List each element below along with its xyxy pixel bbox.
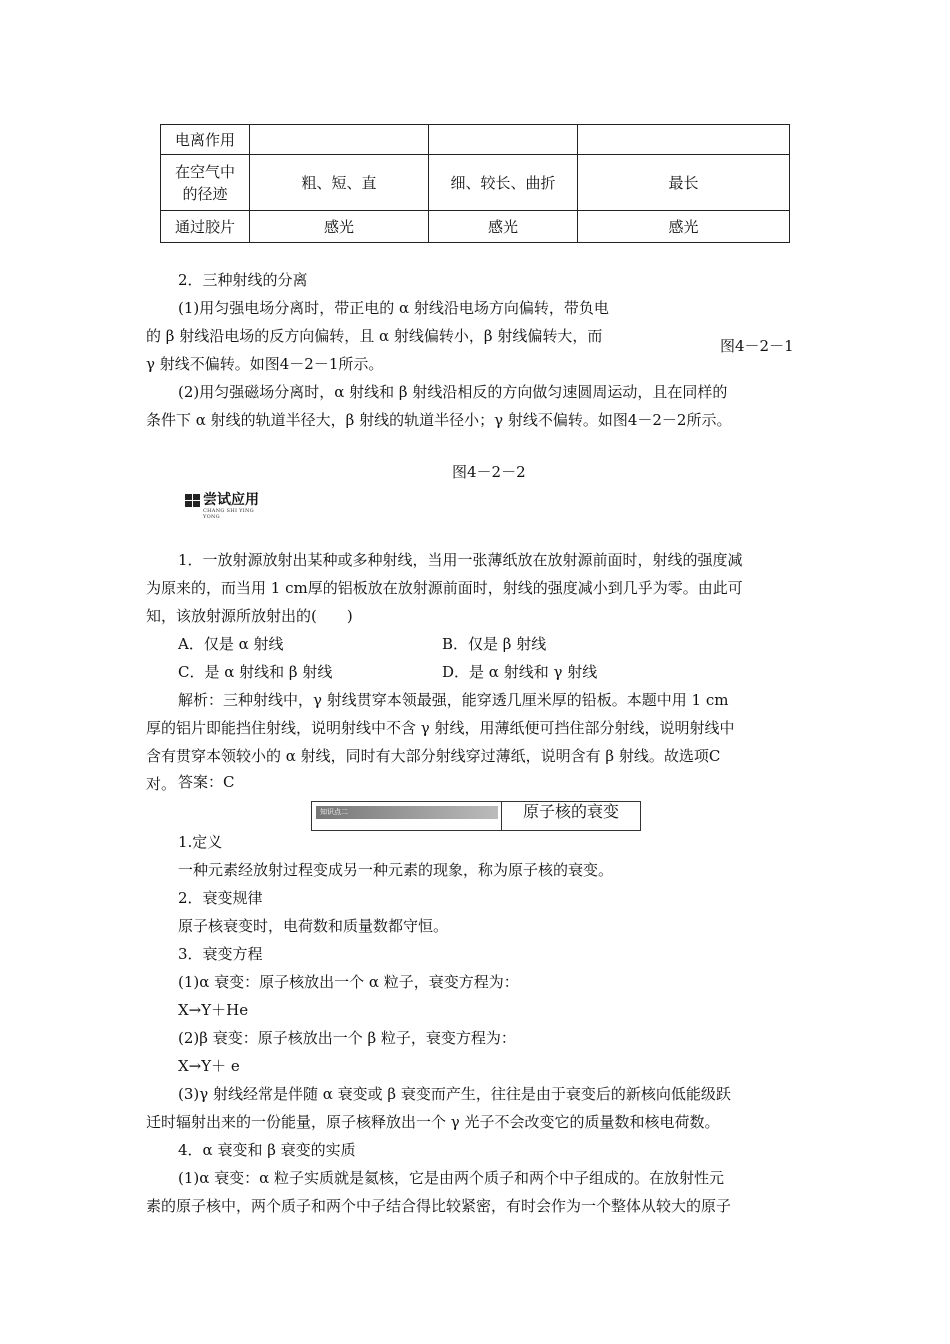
row-header: 通过胶片 [161, 211, 250, 243]
paragraph-line: (2)用匀强磁场分离时，α 射线和 β 射线沿相反的方向做匀速圆周运动，且在同样的 [178, 383, 728, 401]
table-cell: 感光 [250, 211, 429, 243]
section-heading: 1.定义 [178, 833, 223, 851]
badge-title: 尝试应用 [203, 492, 259, 508]
section-heading: 2．衰变规律 [178, 889, 263, 907]
paragraph-line: 的 β 射线沿电场的反方向偏转，且 α 射线偏转小，β 射线偏转大，而 [146, 327, 603, 345]
knowledge-label: 知识点二 [320, 808, 348, 816]
paragraph-line: 原子核衰变时，电荷数和质量数都守恒。 [178, 917, 449, 935]
try-apply-badge [185, 492, 269, 520]
paragraph-line: (2)β 衰变：原子核放出一个 β 粒子，衰变方程为： [178, 1029, 516, 1047]
paragraph-line: 迁时辐射出来的一份能量，原子核释放出一个 γ 光子不会改变它的质量数和核电荷数。 [146, 1113, 720, 1131]
analysis-line: 含有贯穿本领较小的 α 射线，同时有大部分射线穿过薄纸，说明含有 β 射线。故选项C [146, 747, 721, 765]
section-heading: 3．衰变方程 [178, 945, 263, 963]
table-cell: 细、较长、曲折 [429, 155, 578, 211]
table-row [161, 211, 790, 243]
equation-line: X→Y＋He [178, 1001, 249, 1019]
option-d: D．是 α 射线和 γ 射线 [442, 663, 598, 681]
knowledge-title: 原子核的衰变 [522, 802, 619, 821]
knowledge-point-box [311, 801, 641, 831]
paragraph-line: 条件下 α 射线的轨道半径大，β 射线的轨道半径小；γ 射线不偏转。如图4－2－2所示。 [146, 411, 732, 429]
paragraph-line: (1)用匀强电场分离时，带正电的 α 射线沿电场方向偏转，带负电 [178, 299, 609, 317]
option-c: C．是 α 射线和 β 射线 [178, 663, 333, 681]
figure-caption: 图4－2－1 [720, 337, 794, 355]
option-b: B．仅是 β 射线 [442, 635, 547, 653]
table-cell [429, 125, 578, 155]
radiation-properties-table [160, 124, 790, 243]
table-cell: 粗、短、直 [250, 155, 429, 211]
table-row [161, 125, 790, 155]
table-cell [578, 125, 790, 155]
analysis-line: 对。 [146, 775, 177, 793]
section-heading: 4．α 衰变和 β 衰变的实质 [178, 1141, 356, 1159]
paragraph-line: 一种元素经放射过程变成另一种元素的现象，称为原子核的衰变。 [178, 861, 614, 879]
paragraph-line: γ 射线不偏转。如图4－2－1所示。 [146, 355, 384, 373]
analysis-line: 解析：三种射线中，γ 射线贯穿本领最强，能穿透几厘米厚的铅板。本题中用 1 cm [178, 691, 729, 709]
equation-line: X→Y＋ e [178, 1057, 240, 1075]
option-a: A．仅是 α 射线 [178, 635, 284, 653]
paragraph-line: (1)α 衰变：α 粒子实质就是氦核，它是由两个质子和两个中子组成的。在放射性元 [178, 1169, 725, 1187]
row-header [161, 155, 250, 211]
paragraph-line: (3)γ 射线经常是伴随 α 衰变或 β 衰变而产生，往往是由于衰变后的新核向低能级跃 [178, 1085, 731, 1103]
table-cell: 最长 [578, 155, 790, 211]
badge-subtitle: CHANG SHI YING YONG [203, 508, 254, 520]
question-line: 为原来的，而当用 1 cm厚的铝板放在放射源前面时，射线的强度减小到几乎为零。由此可 [146, 579, 743, 597]
section-heading: 2．三种射线的分离 [178, 271, 308, 289]
figure-caption: 图4－2－2 [452, 463, 526, 481]
answer-line: 答案：C [178, 773, 235, 791]
grid-icon [185, 494, 201, 508]
row-header-line: 的径迹 [182, 184, 228, 203]
question-line: 1．一放射源放射出某种或多种射线，当用一张薄纸放在放射源前面时，射线的强度减 [178, 551, 743, 569]
table-row [161, 155, 790, 211]
knowledge-label-bar [316, 806, 498, 819]
analysis-line: 厚的铝片即能挡住射线，说明射线中不含 γ 射线，用薄纸便可挡住部分射线，说明射线中 [146, 719, 735, 737]
table-cell [250, 125, 429, 155]
table-cell: 感光 [578, 211, 790, 243]
paragraph-line: (1)α 衰变：原子核放出一个 α 粒子，衰变方程为： [178, 973, 519, 991]
row-header: 电离作用 [161, 125, 250, 155]
paragraph-line: 素的原子核中，两个质子和两个中子结合得比较紧密，有时会作为一个整体从较大的原子 [146, 1197, 732, 1215]
question-line: 知，该放射源所放射出的( ) [146, 607, 353, 625]
row-header-line: 在空气中 [174, 162, 235, 181]
table-cell: 感光 [429, 211, 578, 243]
